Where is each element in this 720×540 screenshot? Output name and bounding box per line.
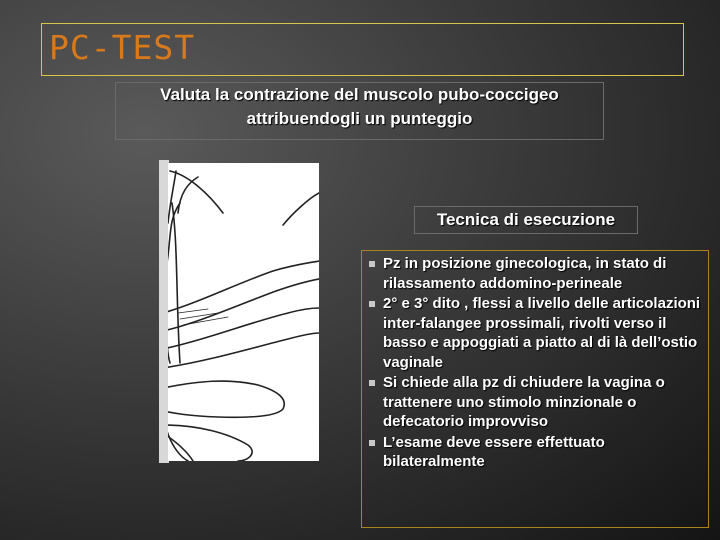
bullets-box [361,250,709,528]
list-item [369,294,703,372]
list-item [369,373,703,432]
bullet-text: Pz in posizione ginecologica, in stato di rilassamento addomino-perineale [383,255,667,292]
bullet-square-icon [369,261,375,267]
bullet-square-icon [369,440,375,446]
bullet-square-icon [369,301,375,307]
subtitle-line-2: attribuendogli un punteggio [246,109,473,128]
subtitle-box [115,82,604,140]
list-item [369,433,703,472]
title-box [41,23,684,76]
bullet-list [369,254,703,473]
slide-title: PC-TEST [49,28,196,67]
section-heading: Tecnica di esecuzione [414,206,638,234]
bullet-text: 2° e 3° dito , flessi a livello delle articolazioni inter-falangee prossimali, rivolti verso il basso e appoggiati a piatto al di là dell’ostio vaginale [383,295,701,371]
bullet-square-icon [369,380,375,386]
anatomical-illustration [168,163,319,461]
bullet-text: Si chiede alla pz di chiudere la vagina o trattenere uno stimolo minzionale o defecatorio improvviso [383,374,665,430]
list-item [369,254,703,293]
bullet-text: L’esame deve essere effettuato bilateralmente [383,433,605,470]
subtitle-line-1: Valuta la contrazione del muscolo pubo-coccigeo [160,85,559,104]
examination-drawing [168,163,319,461]
